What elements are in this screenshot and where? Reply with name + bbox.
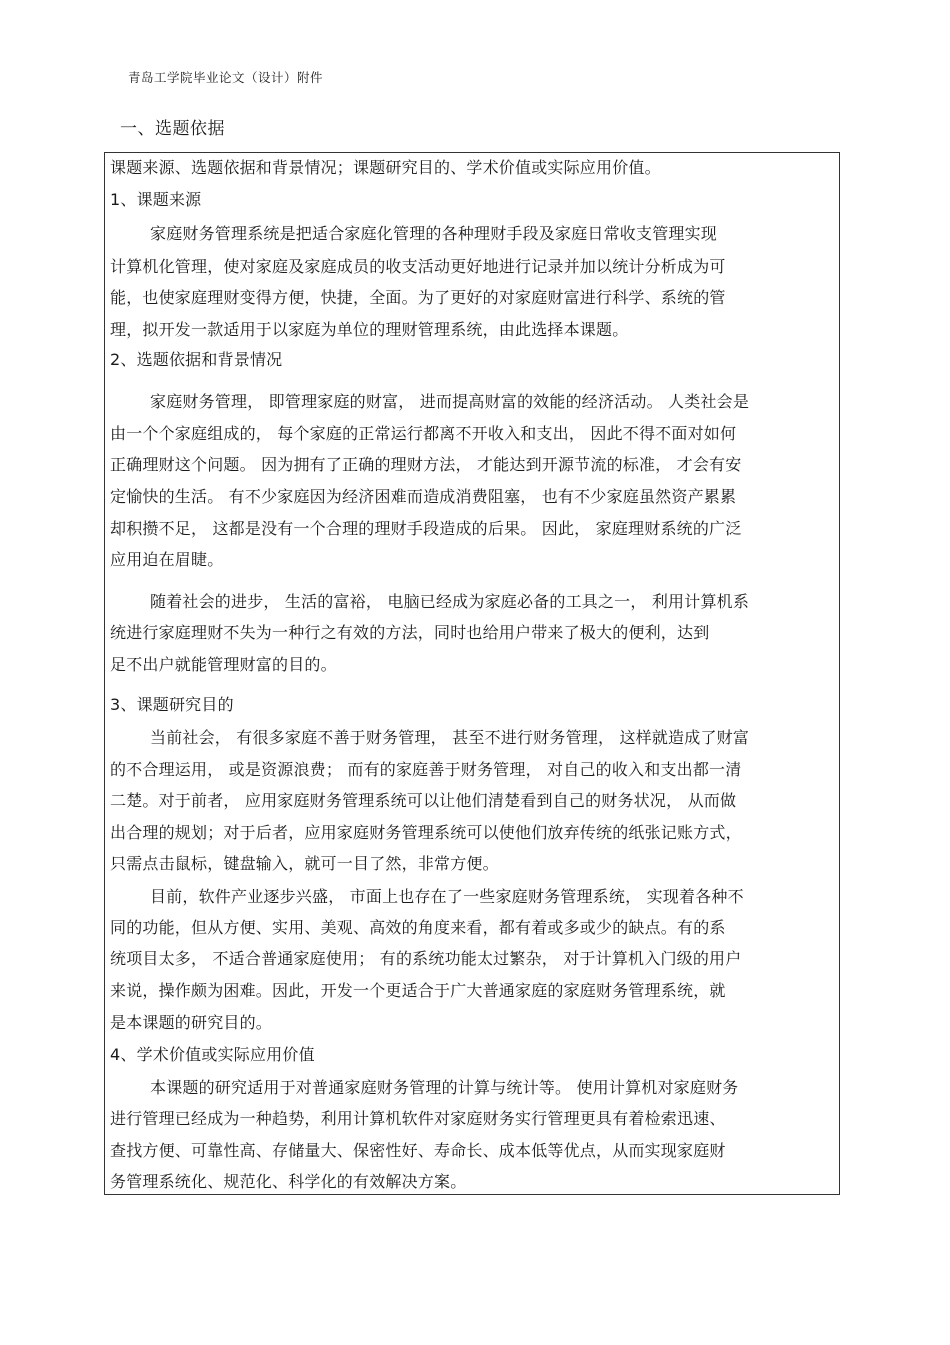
subheading-source: 1、课题来源: [110, 190, 202, 209]
paragraph-line: 同的功能，但从方便、实用、美观、高效的角度来看，都有着或多或少的缺点。有的系: [110, 918, 726, 937]
running-header: 青岛工学院毕业论文（设计）附件: [128, 70, 324, 85]
subheading-background: 2、选题依据和背景情况: [110, 350, 283, 369]
paragraph-line: 务管理系统化、规范化、科学化的有效解决方案。: [110, 1172, 467, 1191]
paragraph-line: 计算机化管理，使对家庭及家庭成员的收支活动更好地进行记录并加以统计分析成为可: [110, 257, 726, 276]
paragraph-line: 理，拟开发一款适用于以家庭为单位的理财管理系统，由此选择本课题。: [110, 320, 629, 339]
paragraph-line: 统项目太多， 不适合普通家庭使用； 有的系统功能太过繁杂， 对于计算机入门级的用户: [110, 949, 742, 968]
paragraph-line: 由一个个家庭组成的， 每个家庭的正常运行都离不开收入和支出， 因此不得不面对如何: [110, 424, 737, 443]
prompt-line: 课题来源、选题依据和背景情况；课题研究目的、学术价值或实际应用价值。: [110, 158, 661, 177]
paragraph-line: 却积攒不足， 这都是没有一个合理的理财手段造成的后果。 因此， 家庭理财系统的广泛: [110, 519, 742, 538]
paragraph-line: 家庭财务管理， 即管理家庭的财富， 进而提高财富的效能的经济活动。 人类社会是: [150, 392, 750, 411]
paragraph-line: 只需点击鼠标，键盘输入，就可一目了然，非常方便。: [110, 854, 499, 873]
paragraph-line: 应用迫在眉睫。: [110, 550, 224, 569]
paragraph-line: 当前社会， 有很多家庭不善于财务管理， 甚至不进行财务管理， 这样就造成了财富: [150, 728, 750, 747]
paragraph-line: 出合理的规划；对于后者，应用家庭财务管理系统可以使他们放弃传统的纸张记账方式，: [110, 823, 742, 842]
subheading-value: 4、学术价值或实际应用价值: [110, 1045, 315, 1064]
paragraph-line: 查找方便、可靠性高、存储量大、保密性好、寿命长、成本低等优点，从而实现家庭财: [110, 1141, 726, 1160]
paragraph-line: 目前，软件产业逐步兴盛， 市面上也存在了一些家庭财务管理系统， 实现着各种不: [150, 887, 744, 906]
paragraph-line: 正确理财这个问题。 因为拥有了正确的理财方法， 才能达到开源节流的标准， 才会有安: [110, 455, 742, 474]
paragraph-line: 足不出户就能管理财富的目的。: [110, 655, 337, 674]
paragraph-line: 家庭财务管理系统是把适合家庭化管理的各种理财手段及家庭日常收支管理实现: [150, 224, 718, 243]
section-title: 一、选题依据: [120, 119, 225, 139]
paragraph-line: 是本课题的研究目的。: [110, 1013, 273, 1032]
paragraph-line: 来说，操作颇为困难。因此，开发一个更适合于广大普通家庭的家庭财务管理系统，就: [110, 981, 726, 1000]
subheading-purpose: 3、课题研究目的: [110, 695, 234, 714]
paragraph-line: 二楚。对于前者， 应用家庭财务管理系统可以让他们清楚看到自己的财务状况， 从而做: [110, 791, 737, 810]
paragraph-line: 的不合理运用， 或是资源浪费； 而有的家庭善于财务管理， 对自己的收入和支出都一清: [110, 760, 742, 779]
paragraph-line: 能，也使家庭理财变得方便，快捷，全面。为了更好的对家庭财富进行科学、系统的管: [110, 288, 726, 307]
paragraph-line: 定愉快的生活。 有不少家庭因为经济困难而造成消费阻塞， 也有不少家庭虽然资产累累: [110, 487, 737, 506]
paragraph-line: 本课题的研究适用于对普通家庭财务管理的计算与统计等。 使用计算机对家庭财务: [150, 1078, 739, 1097]
paragraph-line: 统进行家庭理财不失为一种行之有效的方法，同时也给用户带来了极大的便利，达到: [110, 623, 710, 642]
paragraph-line: 进行管理已经成为一种趋势，利用计算机软件对家庭财务实行管理更具有着检索迅速、: [110, 1109, 726, 1128]
paragraph-line: 随着社会的进步， 生活的富裕， 电脑已经成为家庭必备的工具之一， 利用计算机系: [150, 592, 750, 611]
